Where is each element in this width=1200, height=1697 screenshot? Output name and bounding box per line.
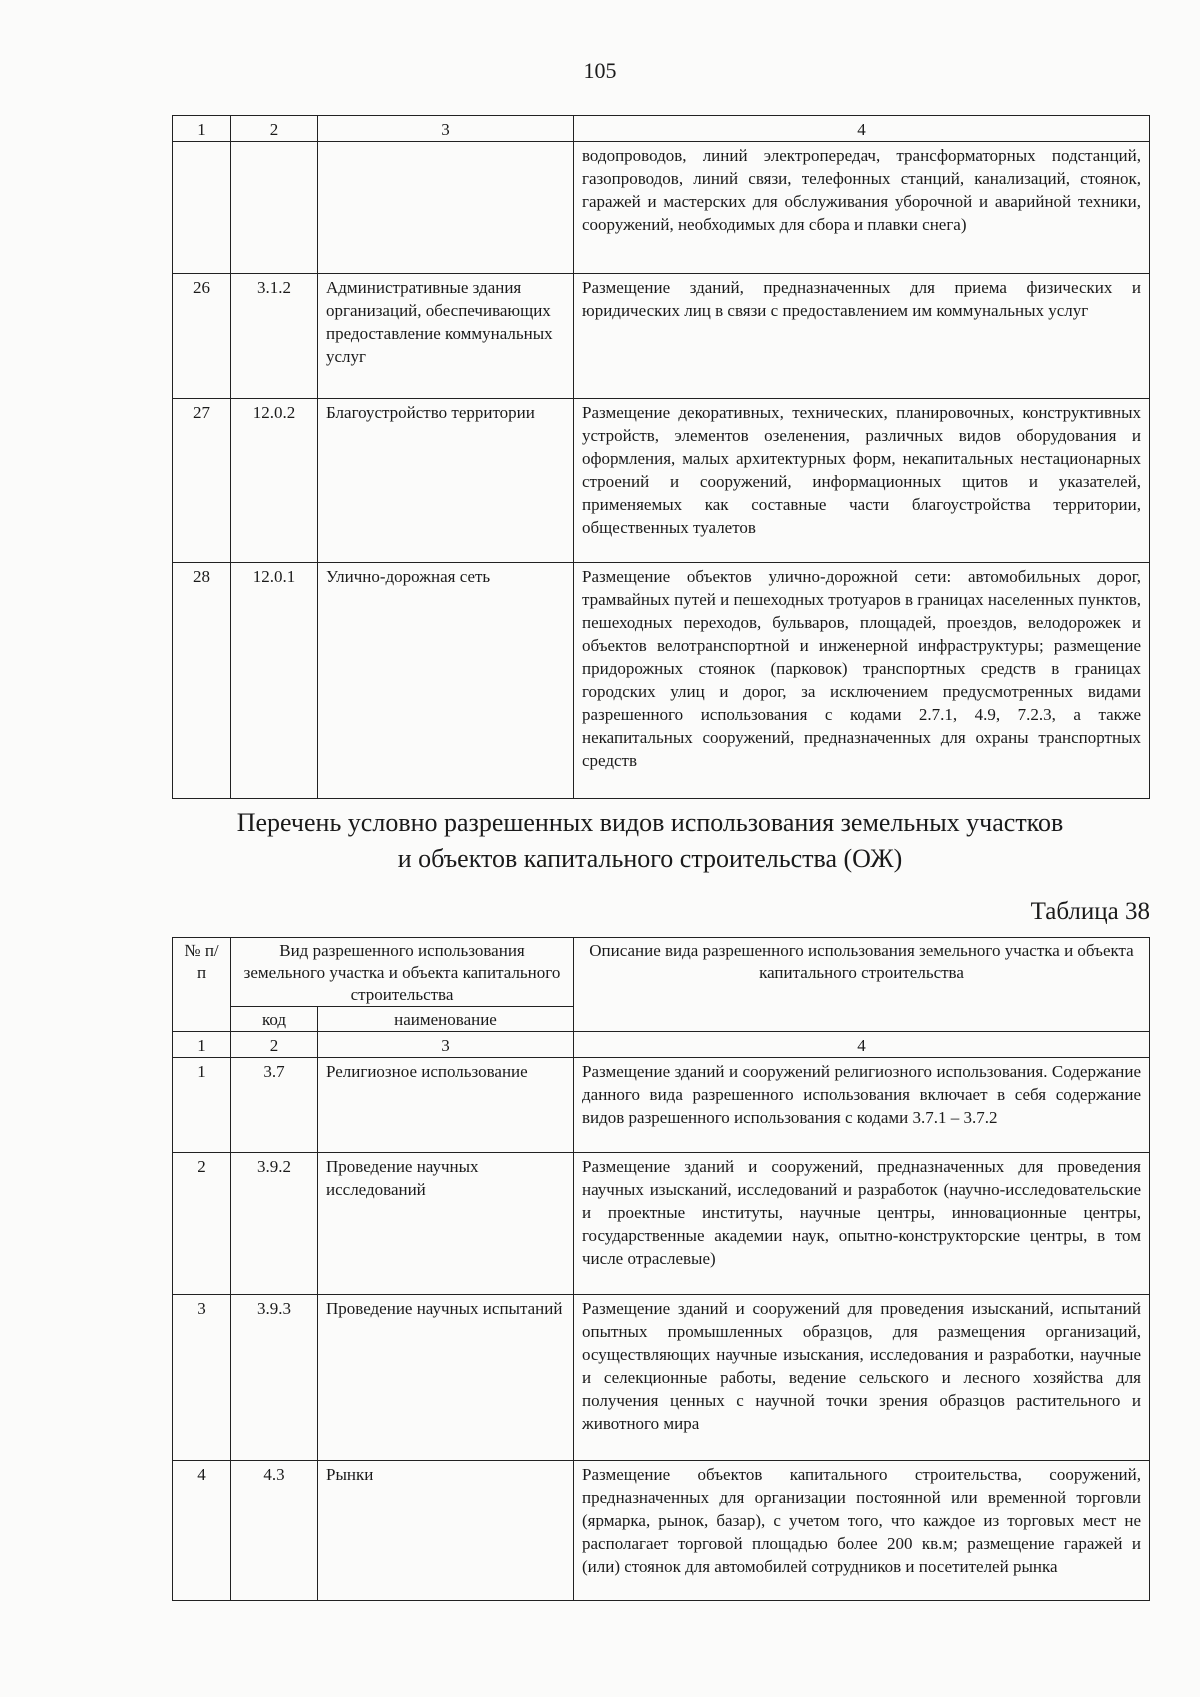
table-caption: Таблица 38 — [1030, 898, 1150, 925]
row-description: Размещение объектов улично-дорожной сети: автомобильных дорог, трамвайных путей и пешеходных тротуаров в границах населенных пунктов, пешеходных переходов, бульваров, площадей, проездов, велодорожек и объектов велотранспортной и инженерной инфраструктуры; размещение придорожных стоянок (парковок) транспортных средств в границах городских улиц и дорог, за исключением предусмотренных видами разрешенного использования с кодами 2.7.1, 4.9, 7.2.3, а также некапитальных сооружений, предназначенных для охраны транспортных средств — [574, 563, 1150, 799]
row-name — [318, 142, 574, 274]
table-row — [173, 274, 1150, 399]
row-name: Административные здания организаций, обеспечивающих предоставление коммунальных услуг — [318, 274, 574, 399]
header-name: наименование — [318, 1007, 574, 1032]
row-number: 3 — [173, 1295, 231, 1461]
row-code: 4.3 — [231, 1461, 318, 1601]
row-description: Размещение зданий и сооружений для проведения изысканий, испытаний опытных промышленных образцов, для размещения организаций, осуществляющих научные изыскания, исследования и разработки, научные и селекционные работы, ведение сельского и лесного хозяйства для получения ценных с научной точки зрения образцов растительного и животного мира — [574, 1295, 1150, 1461]
header-number: № п/п — [173, 938, 231, 1032]
table-row — [173, 563, 1150, 799]
row-description: Размещение зданий и сооружений, предназначенных для проведения научных изысканий, исследований и разработок (научно-исследовательские и проектные институты, научные центры, инновационные центры, государственные академии наук, опытно-конструкторские центры, в том числе отраслевые) — [574, 1153, 1150, 1295]
table-row — [173, 142, 1150, 274]
row-name: Улично-дорожная сеть — [318, 563, 574, 799]
row-code: 3.9.2 — [231, 1153, 318, 1295]
index-cell: 1 — [173, 1032, 231, 1058]
row-description: Размещение объектов капитального строительства, сооружений, предназначенных для организации постоянной или временной торговли (ярмарка, рынок, базар), с учетом того, что каждое из торговых мест не располагает торговой площадью более 200 кв.м; размещение гаражей и (или) стоянок для автомобилей сотрудников и посетителей рынка — [574, 1461, 1150, 1601]
row-name: Религиозное использование — [318, 1058, 574, 1153]
index-cell: 2 — [231, 1032, 318, 1058]
row-number: 26 — [173, 274, 231, 399]
row-name: Проведение научных испытаний — [318, 1295, 574, 1461]
land-use-table-continued — [172, 115, 1150, 799]
row-name: Рынки — [318, 1461, 574, 1601]
table-row — [173, 399, 1150, 563]
row-number: 28 — [173, 563, 231, 799]
row-description: Размещение зданий, предназначенных для приема физических и юридических лиц в связи с предоставлением им коммунальных услуг — [574, 274, 1150, 399]
row-number: 4 — [173, 1461, 231, 1601]
row-description: Размещение декоративных, технических, планировочных, конструктивных устройств, элементов озеленения, различных видов оборудования и оформления, малых архитектурных форм, некапитальных нестационарных строений и сооружений, информационных щитов и указателей, применяемых как составные части благоустройства территории, общественных туалетов — [574, 399, 1150, 563]
row-code — [231, 142, 318, 274]
row-name: Благоустройство территории — [318, 399, 574, 563]
row-code: 12.0.1 — [231, 563, 318, 799]
table-row — [173, 1058, 1150, 1153]
index-cell: 4 — [574, 1032, 1150, 1058]
row-number — [173, 142, 231, 274]
conditional-land-use-table — [172, 937, 1150, 1601]
table-row — [173, 1461, 1150, 1601]
table-row — [173, 1153, 1150, 1295]
header-code: код — [231, 1007, 318, 1032]
header-use-type: Вид разрешенного использования земельного участка и объекта капитального строительства — [231, 938, 574, 1007]
index-cell: 3 — [318, 116, 574, 142]
table-header-row — [173, 938, 1150, 1007]
row-name: Проведение научных исследований — [318, 1153, 574, 1295]
row-description: водопроводов, линий электропередач, трансформаторных подстанций, газопроводов, линий связи, телефонных станций, канализаций, стоянок, гаражей и мастерских для обслуживания уборочной и аварийной техники, сооружений, необходимых для сбора и плавки снега) — [574, 142, 1150, 274]
table-index-row — [173, 1032, 1150, 1058]
header-description: Описание вида разрешенного использования земельного участка и объекта капитального строительства — [574, 938, 1150, 1032]
row-number: 27 — [173, 399, 231, 563]
row-number: 1 — [173, 1058, 231, 1153]
index-cell: 2 — [231, 116, 318, 142]
row-number: 2 — [173, 1153, 231, 1295]
page-number: 105 — [583, 58, 617, 83]
section-title — [150, 805, 1150, 877]
row-code: 3.9.3 — [231, 1295, 318, 1461]
section-title-line: и объектов капитального строительства (ОЖ) — [397, 844, 903, 873]
row-code: 3.7 — [231, 1058, 318, 1153]
index-cell: 4 — [574, 116, 1150, 142]
table-index-row — [173, 116, 1150, 142]
section-title-line: Перечень условно разрешенных видов использования земельных участков — [236, 808, 1064, 837]
row-description: Размещение зданий и сооружений религиозного использования. Содержание данного вида разрешенного использования включает в себя содержание видов разрешенного использования с кодами 3.7.1 – 3.7.2 — [574, 1058, 1150, 1153]
index-cell: 3 — [318, 1032, 574, 1058]
row-code: 12.0.2 — [231, 399, 318, 563]
row-code: 3.1.2 — [231, 274, 318, 399]
index-cell: 1 — [173, 116, 231, 142]
table-row — [173, 1295, 1150, 1461]
